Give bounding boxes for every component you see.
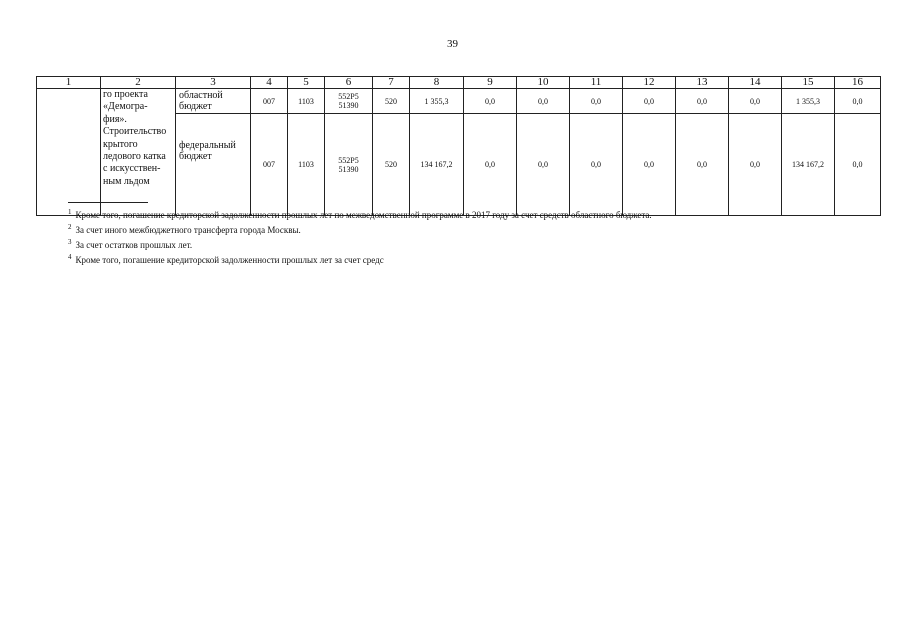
header-row [37,77,881,89]
table-cell [325,89,373,114]
table-cell: 0,0 [676,114,729,216]
funding-source-cell [176,114,251,216]
table-cell: 0,0 [517,114,570,216]
column-header: 5 [288,77,325,89]
footnote-mark: 1 [68,208,72,216]
table-cell: 1103 [288,114,325,216]
table-cell: 520 [373,114,410,216]
column-header: 13 [676,77,729,89]
code-line: 51390 [338,101,359,110]
table-cell: 007 [251,114,288,216]
description-line: фия». [103,113,127,125]
table-cell: 1 355,3 [410,89,464,114]
table-cell: 0,0 [570,114,623,216]
table-cell: 134 167,2 [410,114,464,216]
funding-source-line: областной [179,90,223,101]
page-number: 39 [447,38,458,50]
description-line: с искусствен- [103,163,161,175]
funding-source-line: федеральный [179,140,236,151]
footnote [68,236,652,251]
code-line: 552P5 [338,92,359,101]
funding-source-line: бюджет [179,151,212,162]
footnote-text: Кроме того, погашение кредиторской задолженности прошлых лет по межведомственной программе в 2017 году за счет средств областного бюджета. [75,210,652,220]
column-header: 10 [517,77,570,89]
column-header: 4 [251,77,288,89]
table-cell: 0,0 [570,89,623,114]
budget-table [36,76,881,216]
table-cell [325,114,373,216]
footnote-mark: 3 [68,238,72,246]
footnote-text: Кроме того, погашение кредиторской задолженности прошлых лет за счет средс [75,255,384,265]
description-line: крытого [103,138,138,150]
table-cell: 0,0 [464,114,517,216]
footnote [68,206,652,221]
column-header: 8 [410,77,464,89]
code-line: 51390 [338,164,359,174]
footnote-divider [68,202,148,203]
table-cell: 0,0 [835,89,881,114]
project-description-cell [101,89,176,216]
column-header: 15 [782,77,835,89]
description-line: ным льдом [103,175,150,187]
table-cell: 1103 [288,89,325,114]
table-cell: 134 167,2 [782,114,835,216]
footnote [68,221,652,236]
table-cell: 1 355,3 [782,89,835,114]
description-line: ледового катка [103,151,166,163]
table-cell: 007 [251,89,288,114]
footnote-mark: 2 [68,223,72,231]
footnote-text: За счет иного межбюджетного трансферта города Москвы. [75,225,301,235]
table-cell: 0,0 [623,89,676,114]
funding-source-line: бюджет [179,101,212,112]
column-header: 1 [37,77,101,89]
table-cell: 520 [373,89,410,114]
empty-cell [37,89,101,216]
description-line: го проекта [103,89,148,100]
column-header: 7 [373,77,410,89]
column-header: 3 [176,77,251,89]
table-cell: 0,0 [835,114,881,216]
column-header: 6 [325,77,373,89]
column-header: 2 [101,77,176,89]
description-line: «Демогра- [103,101,148,113]
table-cell: 0,0 [517,89,570,114]
footnote [68,251,652,266]
table-cell: 0,0 [623,114,676,216]
table-cell: 0,0 [676,89,729,114]
table-cell: 0,0 [729,114,782,216]
column-header: 14 [729,77,782,89]
footnote-mark: 4 [68,253,72,261]
footnote-text: За счет остатков прошлых лет. [75,240,193,250]
column-header: 16 [835,77,881,89]
column-header: 12 [623,77,676,89]
footnotes [68,206,652,266]
table-cell: 0,0 [464,89,517,114]
column-header: 11 [570,77,623,89]
table-row [37,89,881,114]
funding-source-cell [176,89,251,114]
description-line: Строительство [103,126,167,138]
code-line: 552P5 [338,155,359,165]
table-cell: 0,0 [729,89,782,114]
column-header: 9 [464,77,517,89]
